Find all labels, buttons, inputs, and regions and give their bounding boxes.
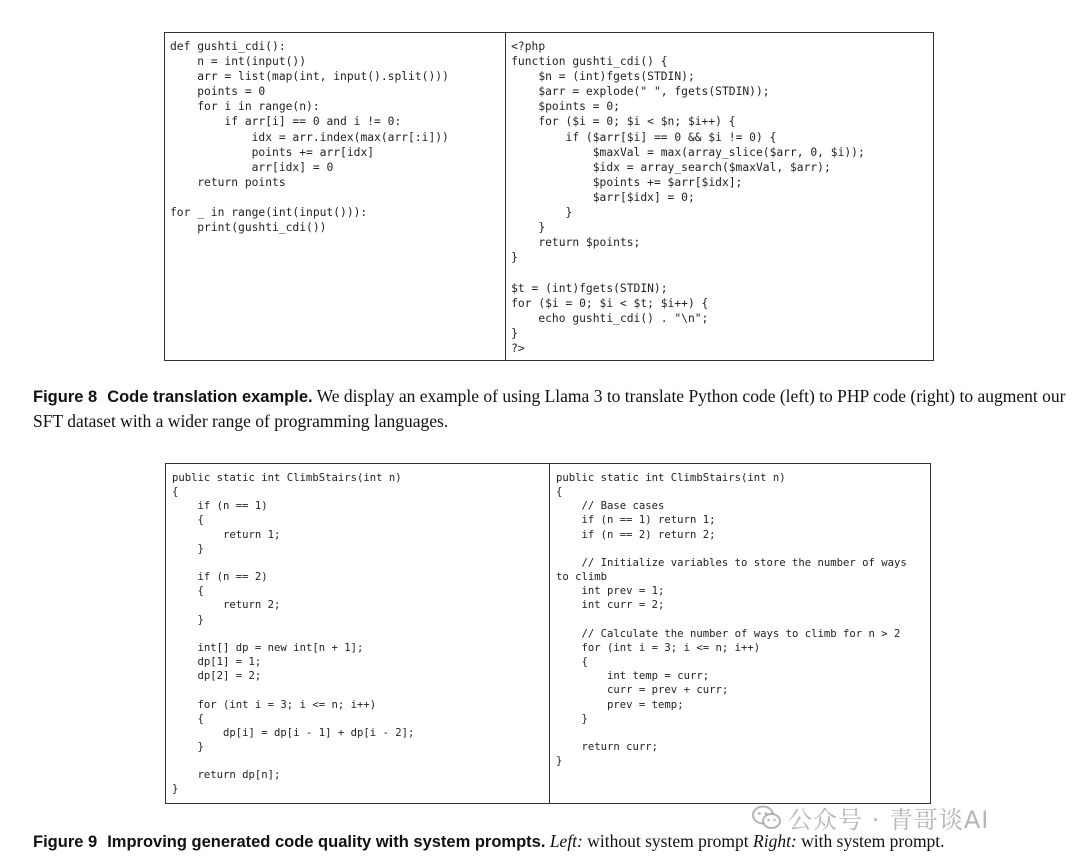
code-without-system-prompt-column <box>166 464 549 803</box>
code-without-system-prompt: public static int ClimbStairs(int n) { if (n == 1) { return 1; } if (n == 2) { return 2; } int[] dp = new int[n + 1]; dp[1] = 1; dp[2] = 2; for (int i = 3; i <= n; i++) { dp[i] = dp[i - 1] + dp[i - 2]; } return dp[n]; } <box>172 472 415 796</box>
python-code-column <box>165 33 505 360</box>
right-label: Right: <box>753 831 797 851</box>
php-code-column <box>505 33 933 360</box>
wechat-icon <box>752 805 782 831</box>
php-code: <?php function gushti_cdi() { $n = (int)fgets(STDIN); $arr = explode(" ", fgets(STDIN)); $points = 0; for ($i = 0; $i < $n; $i++) { if ($arr[$i] == 0 && $i != 0) { $maxVal = max(array_slice($arr, 0, $i)); $idx = array_search($maxVal, $arr); $points += $arr[$idx]; $arr[$idx] = 0; } } return $points; } $t = (int)fgets(STDIN); for ($i = 0; $i < $t; $i++) { echo gushti_cdi() . "\n"; } ?> <box>511 40 865 355</box>
figure9-number: Figure 9 <box>33 833 98 851</box>
watermark-text: 公众号 · 青哥谈AI <box>788 806 990 834</box>
figure9-title: Improving generated code quality with system prompts. <box>107 833 546 851</box>
left-description: without system prompt <box>582 831 754 851</box>
code-with-system-prompt: public static int ClimbStairs(int n) { // Base cases if (n == 1) return 1; if (n == 2) return 2; // Initialize variables to store the number of ways to climb int prev = 1; int curr = 2; // Calculate the number of ways to climb for n > 2 for (int i = 3; i <= n; i++) { int temp = curr; curr = prev + curr; prev = temp; } return curr; } <box>556 472 907 768</box>
right-description: with system prompt. <box>796 831 945 851</box>
figure8-code-panel <box>164 32 934 361</box>
figure9-code-panel <box>165 463 931 804</box>
code-with-system-prompt-column <box>549 464 930 803</box>
figure8-title: Code translation example. <box>107 388 313 406</box>
figure8-caption <box>33 384 1073 433</box>
figure8-number: Figure 8 <box>33 388 98 406</box>
left-label: Left: <box>549 831 583 851</box>
figure9-caption <box>33 829 1073 854</box>
python-code: def gushti_cdi(): n = int(input()) arr = list(map(int, input().split())) points = 0 for i in range(n): if arr[i] == 0 and i != 0: idx = arr.index(max(arr[:i])) points += arr[idx] arr[idx] = 0 return points for _ in range(int(input())): print(gushti_cdi()) <box>170 40 449 235</box>
figure8-caption-text: We display an example of using Llama 3 to translate Python code (left) to PHP code (right) to augment our SFT dataset with a wider range of programming languages. <box>33 386 1066 431</box>
